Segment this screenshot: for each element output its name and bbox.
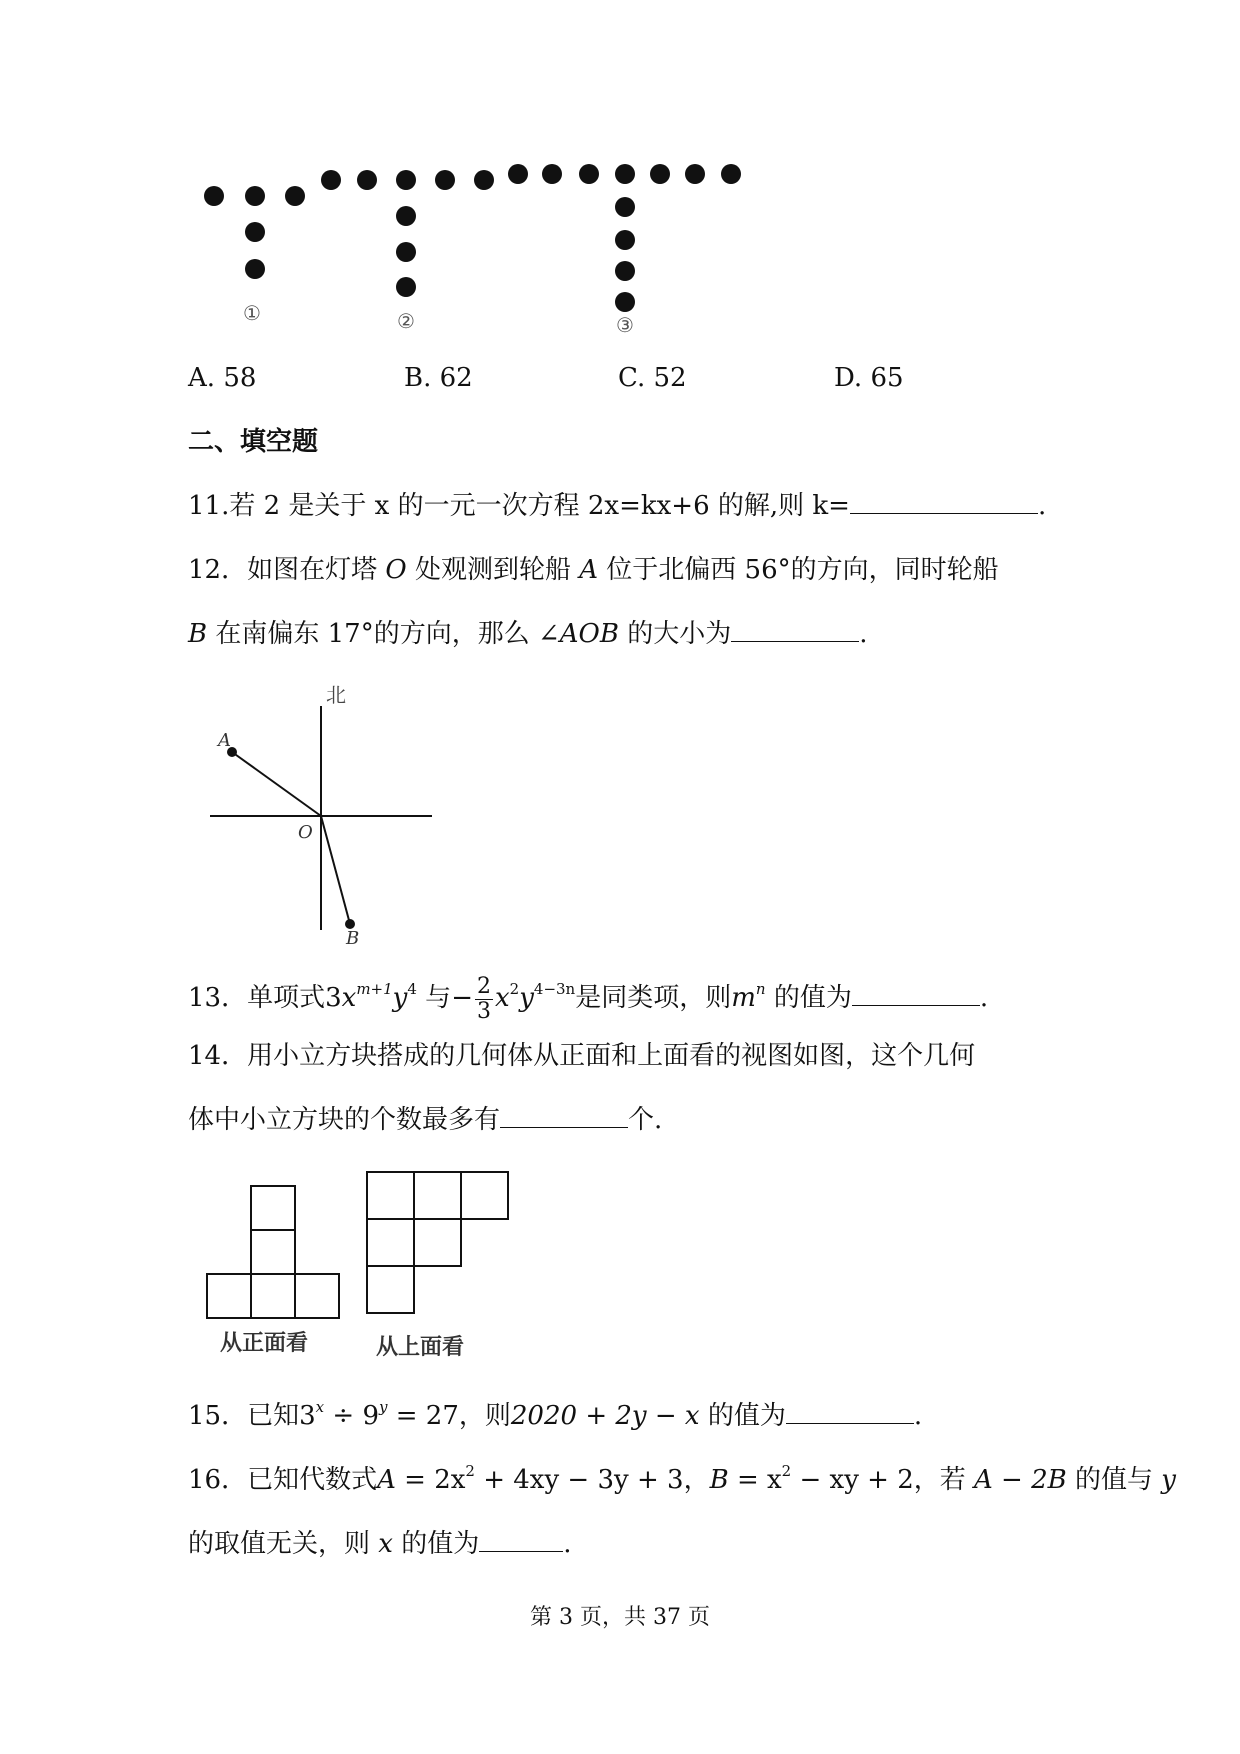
question-14-line1: 14．用小立方块搭成的几何体从正面和上面看的视图如图，这个几何: [188, 1041, 976, 1071]
q15-exp: x: [315, 1398, 325, 1416]
page-footer: 第 3 页，共 37 页: [530, 1605, 710, 1630]
dot: [615, 164, 635, 184]
q13-var: x: [494, 983, 510, 1013]
q12-angle: ∠AOB: [538, 619, 619, 649]
answer-blank: [479, 1525, 563, 1552]
q16-text: 的值为: [392, 1529, 480, 1559]
north-label: 北: [326, 683, 346, 707]
q12-text: 位于北偏西 56°的方向，同时轮船: [598, 555, 999, 585]
answer-blank: [850, 487, 1038, 514]
option-value: 65: [870, 363, 904, 393]
option-value: 52: [653, 363, 687, 393]
q16-expr: = x: [728, 1465, 782, 1495]
dot: [204, 186, 224, 206]
q16-text: 的取值无关，则: [188, 1529, 379, 1559]
dot: [245, 186, 265, 206]
question-12-line2: [188, 614, 868, 654]
dot: [542, 164, 562, 184]
dot: [474, 170, 494, 190]
dot: [508, 164, 528, 184]
q13-exp: 4−3n: [533, 980, 576, 998]
figure-label-2: ②: [397, 309, 415, 333]
question-11: [188, 486, 1046, 526]
q13-text: 与: [425, 983, 452, 1013]
question-13: [188, 968, 988, 1028]
q10-option-b: [404, 358, 473, 398]
q15-text: 15．已知: [188, 1401, 300, 1431]
q12-end: .: [859, 619, 868, 649]
option-letter: B.: [404, 363, 432, 393]
question-16-line1: [188, 1460, 1176, 1500]
q16-text: ，: [683, 1465, 710, 1495]
option-letter: D.: [834, 363, 863, 393]
dot: [396, 277, 416, 297]
q16-text: ，若: [913, 1465, 975, 1495]
q12-text: 12．如图在灯塔: [188, 555, 386, 585]
dot: [650, 164, 670, 184]
q13-var: y: [519, 983, 534, 1013]
question-16-line2: [188, 1524, 571, 1564]
q15-exp: y: [378, 1398, 388, 1416]
q14-text: 个.: [628, 1105, 663, 1135]
q16-var: y: [1161, 1465, 1176, 1495]
point-o-label: O: [298, 822, 313, 843]
q13-text: 是同类项，则: [575, 983, 732, 1013]
q16-var: A: [377, 1465, 396, 1495]
option-value: 58: [223, 363, 257, 393]
option-value: 62: [439, 363, 473, 393]
compass-figure: [200, 670, 440, 950]
top-view-caption: 从上面看: [376, 1335, 465, 1360]
top-view-figure: [360, 1166, 520, 1326]
dot: [285, 186, 305, 206]
answer-blank: [731, 615, 859, 642]
dot: [321, 170, 341, 190]
question-15: [188, 1396, 922, 1436]
q16-cond: A − 2B: [974, 1465, 1067, 1495]
q15-op: ÷: [324, 1401, 363, 1431]
dot: [357, 170, 377, 190]
q13-var: x: [341, 983, 357, 1013]
point-b-label: B: [346, 928, 360, 949]
q10-option-a: [188, 358, 256, 398]
q16-var: B: [709, 1465, 729, 1495]
ray-oa: [232, 752, 321, 816]
front-view-figure: [200, 1180, 350, 1340]
q13-end: .: [979, 983, 989, 1013]
q16-expr: + 4xy − 3y + 3: [474, 1465, 684, 1495]
q11-text: 11.若 2 是关于 x 的一元一次方程 2x=kx+6 的解,则 k=: [188, 491, 850, 521]
q11-end: .: [1037, 491, 1047, 521]
dot: [615, 292, 635, 312]
q15-base: 3: [299, 1401, 316, 1431]
q13-text: 的值为: [773, 983, 852, 1013]
fraction-denominator: 3: [476, 998, 491, 1024]
q13-exp: n: [755, 980, 766, 998]
option-letter: A.: [188, 363, 216, 393]
figure-label-1: ①: [243, 301, 261, 325]
q16-end: .: [563, 1529, 572, 1559]
q15-text: 的值为: [699, 1401, 786, 1431]
fraction-numerator: 2: [476, 973, 491, 999]
dot: [615, 197, 635, 217]
answer-blank: [852, 979, 980, 1006]
q16-exp: 2: [465, 1462, 475, 1480]
q16-expr: − xy + 2: [791, 1465, 914, 1495]
dot: [579, 164, 599, 184]
dot: [396, 206, 416, 226]
q14-text: 体中小立方块的个数最多有: [188, 1105, 501, 1135]
q13-var: y: [392, 983, 408, 1013]
q13-text: 13．单项式: [188, 983, 326, 1013]
q13-exp: m+1: [356, 980, 393, 998]
q16-var: x: [378, 1529, 393, 1559]
q16-expr: = 2x: [395, 1465, 466, 1495]
q15-expr: 2020 + 2y − x: [510, 1401, 700, 1431]
option-letter: C.: [618, 363, 646, 393]
answer-blank: [786, 1397, 914, 1424]
q13-exp: 4: [407, 980, 417, 998]
q13-var: m: [731, 983, 756, 1013]
q13-fraction: [475, 975, 493, 1024]
q12-var-o: O: [385, 555, 407, 585]
question-14-line2: [188, 1100, 662, 1140]
q12-text: 的大小为: [618, 619, 732, 649]
question-12-line1: [188, 550, 999, 590]
dot: [615, 230, 635, 250]
q12-var-b: B: [188, 619, 208, 649]
point-a-label: A: [218, 730, 231, 751]
q15-base: 9: [362, 1401, 379, 1431]
q13-exp: 2: [509, 980, 520, 998]
dot: [685, 164, 705, 184]
q12-text: 处观测到轮船: [406, 555, 580, 585]
dot: [721, 164, 741, 184]
q15-end: .: [913, 1401, 923, 1431]
dot: [245, 259, 265, 279]
front-view-caption: 从正面看: [220, 1331, 309, 1356]
q16-text: 的值与: [1066, 1465, 1162, 1495]
q10-option-c: [618, 358, 687, 398]
dot: [245, 222, 265, 242]
q12-text: 在南偏东 17°的方向，那么: [207, 619, 538, 649]
dot: [396, 170, 416, 190]
q13-minus: −: [451, 983, 473, 1013]
answer-blank: [500, 1101, 628, 1128]
ray-ob: [321, 816, 350, 924]
q13-coef: 3: [325, 983, 342, 1013]
q15-eq: = 27: [387, 1401, 459, 1431]
q10-option-d: [834, 358, 904, 398]
q15-text: ，则: [458, 1401, 511, 1431]
q16-text: 16．已知代数式: [188, 1465, 378, 1495]
dot: [615, 261, 635, 281]
q12-var-a: A: [579, 555, 598, 585]
q16-exp: 2: [781, 1462, 792, 1480]
dot: [396, 242, 416, 262]
section-heading: 二、填空题: [188, 427, 319, 457]
figure-label-3: ③: [616, 313, 634, 337]
dot: [435, 170, 455, 190]
dot-pattern-figure: [180, 150, 760, 340]
